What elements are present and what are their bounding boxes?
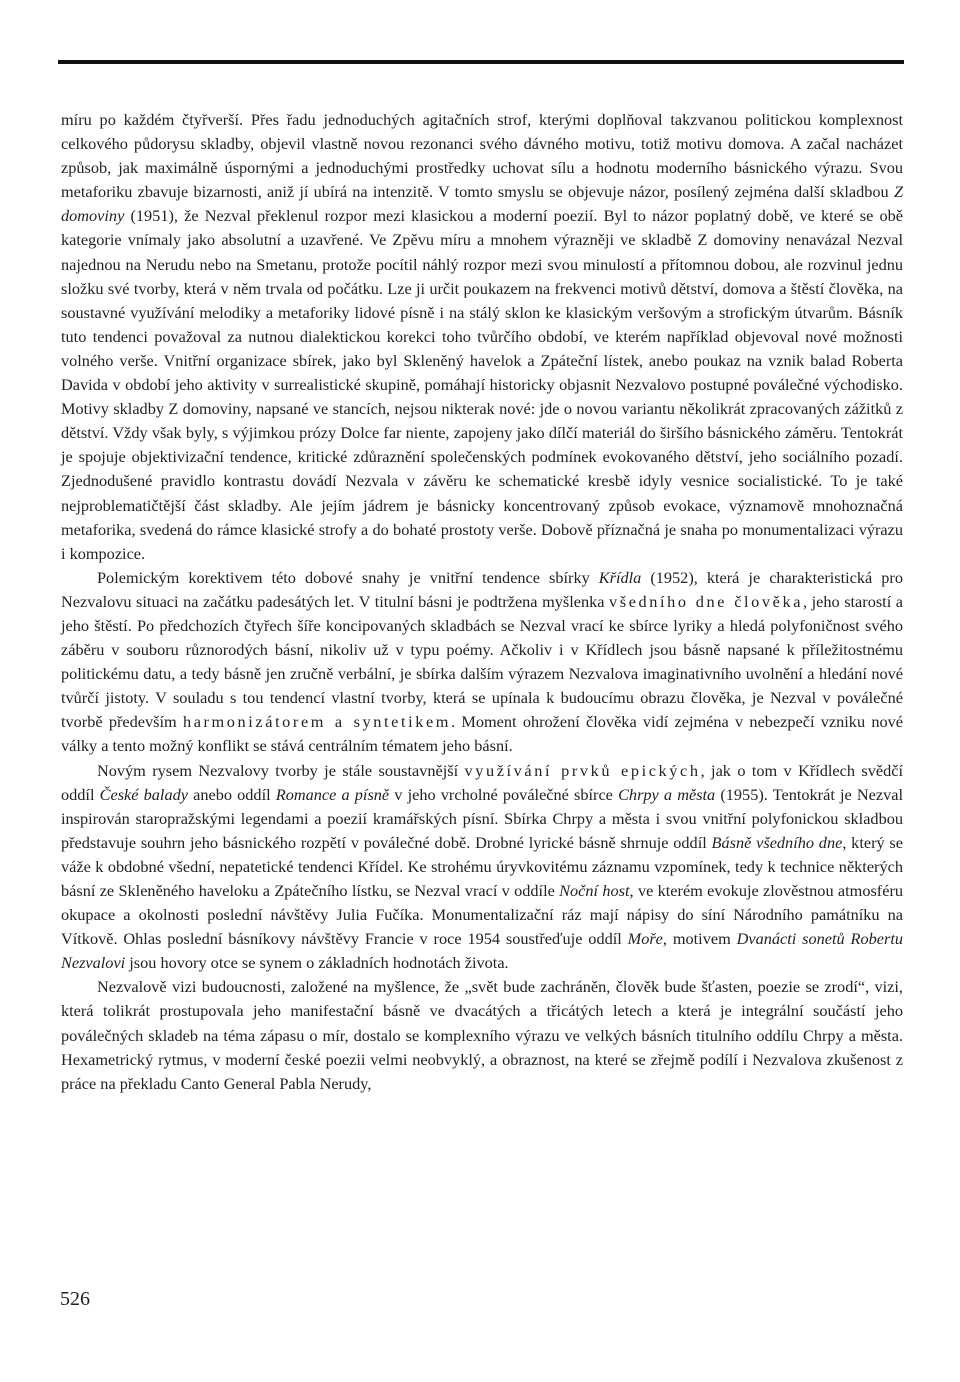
text-run: (1952), která je charakteristická pro Nezvalovu situaci na začátku padesátých let. V titulní básni je podtržena myšlenka <box>61 567 903 611</box>
header-rule <box>58 60 904 64</box>
paragraph <box>61 759 903 976</box>
text-run: , jak o tom v Křídlech svědčí oddíl <box>61 760 903 804</box>
italic-title: Křídla <box>598 567 642 587</box>
italic-title: Chrpy a města <box>618 784 716 804</box>
italic-title: České balady <box>99 784 188 804</box>
text-run: Nezvalově vizi budoucnosti, založené na myšlence, že „svět bude zachráněn, člověk bude šťasten, poezie se zrodí“, vizi, která tolikrát prostupovala jeho manifestační básně ve dvacátých a třicátých letech a která je integrální součástí jeho poválečných skladeb na téma zápasu o mír, dostalo se komplexního výrazu ve velkých básních titulního oddílu Chrpy a města. Hexametrický rytmus, v moderní české poezii velmi neobvyklý, a obraznost, na které se zřejmě podílí i Nezvalova zkušenost z práce na překladu Canto General Pabla Nerudy, <box>61 977 903 1093</box>
text-run: , ve kterém evokuje zlověstnou atmosféru okupace a okolnosti poslední návštěvy Julia Fučíka. Monumentalizační ráz mají nápisy do síní Národního památníku na Vítkově. Ohlas poslední básníkovy návštěvy Francie v roce 1954 soustřeďuje oddíl <box>61 881 904 949</box>
paragraph <box>61 108 903 566</box>
text-run: (1955). Tentokrát je Nezval inspirován staropražskými legendami a poezií kramářských písní. Sbírka Chrpy a města i svou vnitřní polyfonickou skladbou představuje souhrn jeho básnického rozpětí v poválečné době. Drobné lyrické básně shrnuje oddíl <box>61 784 903 852</box>
spaced-emphasis: harmonizátorem a syntetikem <box>182 712 452 732</box>
text-run: Polemickým korektivem této dobové snahy je vnitřní tendence sbírky <box>97 567 599 587</box>
text-run: míru po každém čtyřverší. Přes řadu jednoduchých agitačních strof, kterými doplňoval takzvanou politickou komplexnost celkového půdorysu skladby, objevil vlastně novou rezonanci svého dávného motivu, totiž motivu domova. A začal nacházet způsob, jak maximálně úspornými a jednoduchými prostředky uchovat sílu a hodnotu moderního básnického výrazu. Svou metaforiku zbavuje bizarnosti, aniž jí ubírá na intenzitě. V tomto smyslu se objevuje názor, posílený zejména další skladbou <box>61 110 903 202</box>
italic-title: Romance a písně <box>275 784 390 804</box>
italic-title: Dvanácti sonetů Robertu Nezvalovi <box>61 929 903 973</box>
italic-title: Básně všedního dne <box>711 832 843 852</box>
paragraph <box>61 566 903 759</box>
italic-title: Moře <box>627 929 663 949</box>
text-run: (1951), že Nezval překlenul rozpor mezi klasickou a moderní poezií. Byl to názor poplatný době, ve které se obě kategorie vnímaly jako absolutní a uzavřené. Ve Zpěvu míru a mnohem výrazněji ve skladbě Z domoviny nenavázal Nezval najednou na Nerudu nebo na Smetanu, protože pocítil náhlý rozpor mezi svou minulostí a přítomnou dobou, ale rozvinul jednu složku své tvorby, která v něm trvala od počátku. Lze ji určit poukazem na frekvenci motivů dětství, domova a štěstí člověka, na soustavné využívání melodiky a metaforiky lidové písně i na stálý sklon ke klasickým veršovým a strofickým útvarům. Básník tuto tendenci považoval za nutnou dialektickou korekci toho tvůrčího období, ve kterém například objevoval nové možnosti volného verše. Vnitřní organizace sbírek, jako byl Skleněný havelok a Zpáteční lístek, anebo poukaz na vznik balad Roberta Davida v období jeho aktivity v surrealistické skupině, pomáhají historicky objasnit Nezvalovo postupné poválečné východisko. Motivy skladby Z domoviny, napsané ve stancích, nejsou nikterak nové: jde o novou variantu několikrát zpracovaných zážitků z dětství. Vždy však byly, s výjimkou prózy Dolce far niente, zapojeny jako dílčí materiál do širšího básnického záměru. Tentokrát je spojuje objektivizační tendence, kritické zdůraznění společenských podmínek evokovaného dětství, jeho sociálního pozadí. Zjednodušené pravidlo kontrastu dovádí Nezvala v závěru ke schematické kresbě idyly vesnice socialistické. To je také nejproblematičtější část skladby. Ale jejím jádrem je básnicky koncentrovaný způsob evokace, významově mnohoznačná metaforika, svedená do rámce klasické strofy a do bohaté prostoty verše. Dobově příznačná je snaha po monumentalizaci výrazu i kompozice. <box>61 206 903 563</box>
text-run: , jeho starostí a jeho štěstí. Po předchozích čtyřech šíře koncipovaných skladbách se Nezval vrací ke sbírce lyriky a hledá polyfoničnost svého záběru v souboru různorodých básní, nikoliv už v typu poémy. Ačkoliv i v Křídlech jsou básně napsané k příležitostnému politickému datu, a tedy básně jen zručně verbální, je sbírka dalším výrazem Nezvalova imaginativního uvolnění a hledání nové tvůrčí jistoty. V souladu s tou tendencí vlastní tvorby, která se upínala k budoucímu obrazu člověka, je Nezval v poválečné tvorbě především <box>61 591 903 732</box>
text-run: Novým rysem Nezvalovy tvorby je stále soustavnější <box>97 760 465 780</box>
page-number: 526 <box>60 1288 90 1310</box>
text-run: v jeho vrcholné poválečné sbírce <box>389 784 619 804</box>
text-run: , motivem <box>662 929 737 949</box>
text-run: , který se váže k obdobné všední, nepatetické tendenci Křídel. Ke strohému úryvkovitému záznamu vzpomínek, tedy k technice některých básní ze Skleněného haveloku a Zpátečního lístku, se Nezval vrací v oddíle <box>61 832 903 900</box>
body-text <box>61 108 903 1096</box>
spaced-emphasis: všedního dne člověka <box>609 591 804 611</box>
text-run: anebo oddíl <box>187 784 276 804</box>
text-run: jsou hovory otce se synem o základních hodnotách života. <box>125 953 509 973</box>
spaced-emphasis: využívání prvků epických <box>464 760 701 780</box>
paragraph <box>61 975 903 1095</box>
text-run: . Moment ohrožení člověka vidí zejména v nebezpečí vzniku nové války a tento možný konflikt se stává centrálním tématem jeho básní. <box>61 712 903 756</box>
italic-title: Noční host <box>559 881 630 900</box>
italic-title: Z domoviny <box>61 182 903 226</box>
